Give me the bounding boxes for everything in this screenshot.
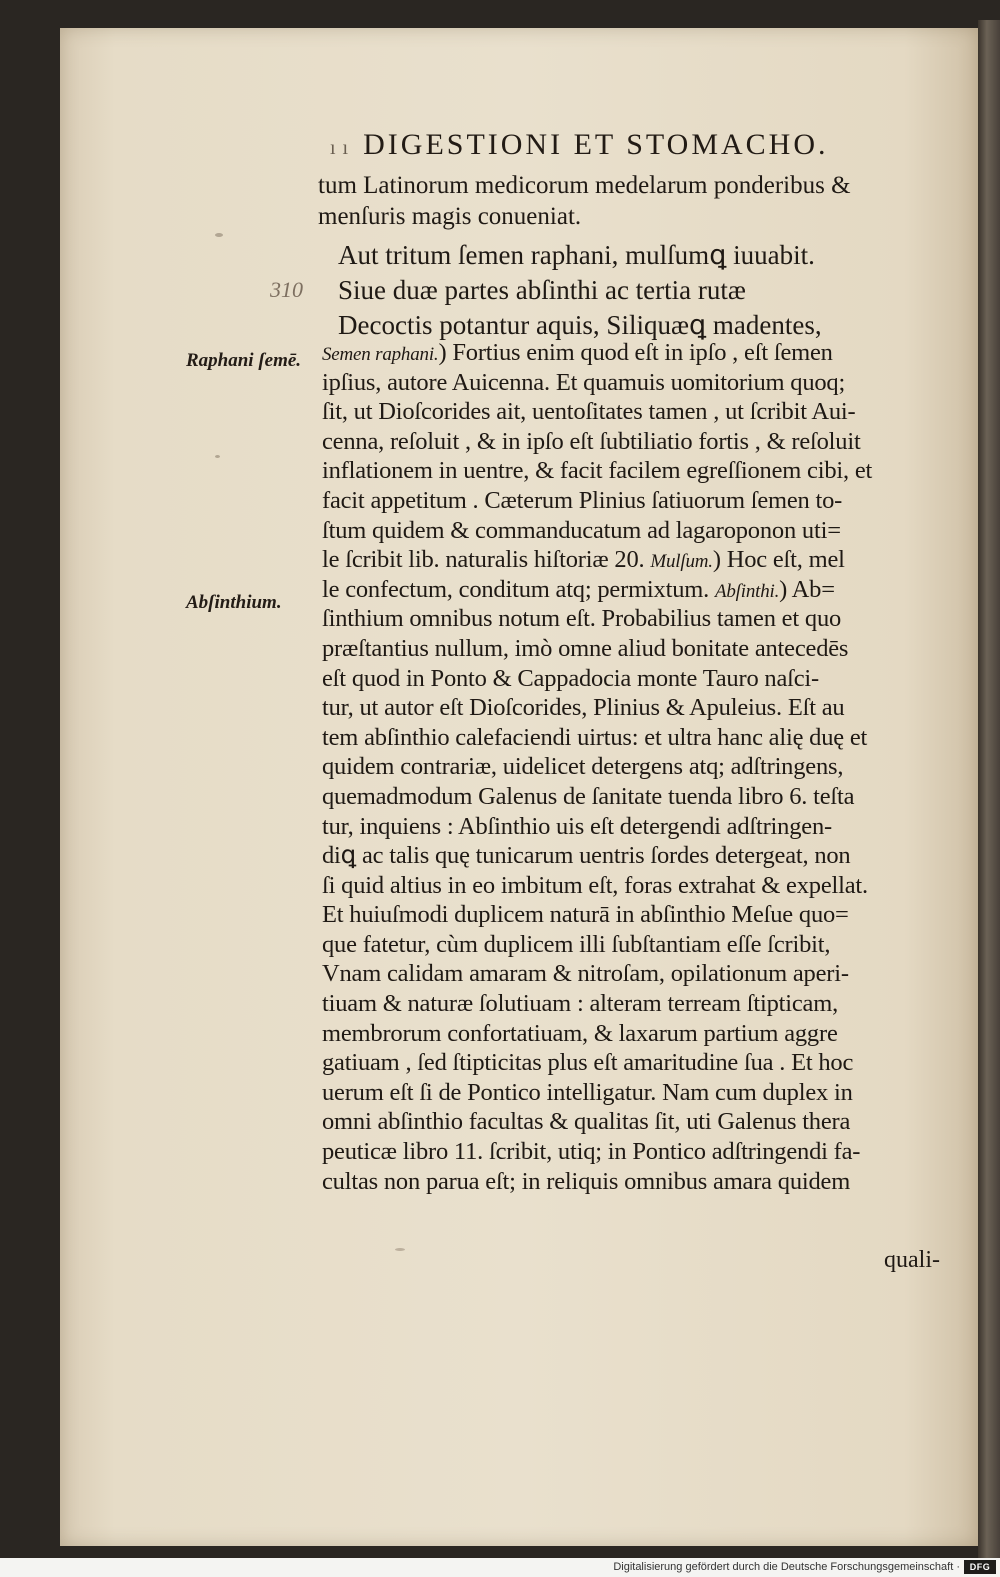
text-line: præſtantius nullum, imò omne aliud bonitate antecedēs	[322, 634, 849, 662]
text-line: tur, ut autor eſt Dioſcorides, Plinius & Apuleius. Eſt au	[322, 694, 845, 722]
margin-note-raphani: Raphani ſemē.	[186, 350, 302, 371]
catchword: quali-	[884, 1247, 940, 1273]
funding-footer	[0, 1558, 1000, 1577]
verse-line: Siue duæ partes abſinthi ac tertia rutæ	[338, 275, 746, 305]
margin-note-absinthium: Abſinthium.	[186, 592, 282, 613]
text-line: omni abſinthio facultas & qualitas ſit, uti Galenus thera	[322, 1108, 851, 1136]
header-title: DIGESTIONI ET STOMACHO.	[363, 128, 829, 161]
intro-line: menſuris magis conueniat.	[318, 203, 582, 230]
dfg-logo: DFG	[964, 1560, 996, 1574]
funding-credit: Digitalisierung gefördert durch die Deutsche Forschungsgemeinschaft ·	[613, 1561, 960, 1573]
ink-speck	[395, 1248, 405, 1251]
text-line: tur, inquiens : Abſinthio uis eſt detergendi adſtringen-	[322, 812, 832, 840]
text-line: gatiuam , ſed ſtipticitas plus eſt amaritudine ſua . Et hoc	[322, 1049, 854, 1077]
text-line: facit appetitum . Cæterum Plinius ſatiuorum ſemen to-	[322, 486, 843, 514]
lemma: Semen raphani.	[322, 344, 439, 365]
text-line: ſit, ut Dioſcorides ait, uentoſitates tamen , ut ſcribit Aui-	[322, 398, 856, 426]
text-line: Semen raphani.) Fortius enim quod eſt in ipſo , eſt ſemen	[322, 339, 833, 366]
text-line: uerum eſt ſi de Pontico intelligatur. Nam cum duplex in	[322, 1078, 853, 1106]
text-line: cultas non parua eſt; in reliquis omnibus amara quidem	[322, 1167, 851, 1195]
text-line: le confectum, conditum atq; permixtum. Abſinthi.) Ab=	[322, 575, 835, 603]
text-line: diꝗ ac talis quę tunicarum uentris ſordes detergeat, non	[322, 842, 851, 870]
ink-speck	[215, 233, 223, 237]
page-edge	[978, 20, 1000, 1560]
text-line: tem abſinthio calefaciendi uirtus: et ultra hanc alię duę et	[322, 723, 868, 751]
text-line: eſt quod in Ponto & Cappadocia monte Tauro naſci-	[322, 664, 819, 692]
verse-line: Aut tritum ſemen raphani, mulſumꝗ iuuabit.	[338, 240, 815, 270]
text-line: ipſius, autore Auicenna. Et quamuis uomitorium quoq;	[322, 368, 846, 396]
text-line: quidem contrariæ, uidelicet detergens atq; adſtringens,	[322, 753, 844, 781]
intro-line: tum Latinorum medicorum medelarum ponderibus &	[318, 172, 851, 199]
header-mark: ı ı	[330, 137, 350, 159]
lemma: Mulſum.	[650, 551, 713, 573]
verse-line: Decoctis potantur aquis, Siliquæꝗ madentes,	[338, 310, 822, 340]
text-line: Vnam calidam amaram & nitroſam, opilationum aperi-	[322, 960, 849, 988]
text-line: ſinthium omnibus notum eſt. Probabilius tamen et quo	[322, 605, 842, 633]
text-line: Et huiuſmodi duplicem naturā in abſinthio Meſue quo=	[322, 901, 849, 929]
text-line: que fatetur, cùm duplicem illi ſubſtantiam eſſe ſcribit,	[322, 930, 831, 958]
text-line: inflationem in uentre, & facit facilem egreſſionem cibi, et	[322, 457, 873, 485]
lemma: Abſinthi.	[714, 580, 780, 602]
running-header	[330, 128, 930, 162]
ink-speck	[215, 455, 220, 458]
text-line: ſtum quidem & commanducatum ad lagaroponon uti=	[322, 516, 841, 544]
text-line: peuticæ libro 11. ſcribit, utiq; in Pontico adſtringendi fa-	[322, 1138, 861, 1166]
text-line: cenna, reſoluit , & in ipſo eſt ſubtiliatio fortis , & reſoluit	[322, 427, 861, 455]
commentary-text	[322, 338, 962, 1196]
text-line: membrorum confortatiuam, & laxarum partium aggre	[322, 1019, 838, 1047]
text-line: ſi quid altius in eo imbitum eſt, foras extrahat & expellat.	[322, 871, 868, 899]
line-number: 310	[270, 277, 303, 302]
text-line: tiuam & naturæ ſolutiuam : alteram terream ſtipticam,	[322, 990, 838, 1018]
text-line: quemadmodum Galenus de ſanitate tuenda libro 6. teſta	[322, 782, 855, 810]
text-line: le ſcribit lib. naturalis hiſtoriæ 20. Mulſum.) Hoc eſt, mel	[322, 546, 845, 574]
